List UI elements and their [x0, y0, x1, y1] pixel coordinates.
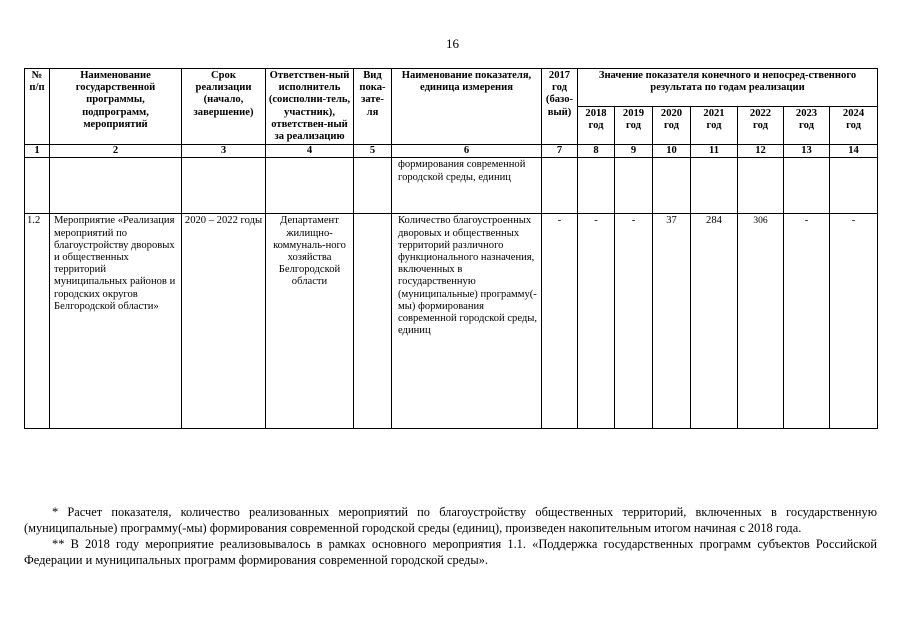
column-number: 2	[50, 145, 182, 158]
footnote-2: ** В 2018 году мероприятие реализовывалось в рамках основного мероприятия 1.1. «Поддержка государственных программ субъектов Российской Федерации и муниципальных программ формирования современной городской среды».	[24, 537, 877, 567]
column-number: 4	[266, 145, 354, 158]
column-number: 14	[830, 145, 878, 158]
column-number: 5	[354, 145, 392, 158]
column-number: 13	[784, 145, 830, 158]
header-year-2022: 2022 год	[738, 107, 784, 145]
row-name: Мероприятие «Реализация мероприятий по благоустройству дворовых и общественных территорий муниципальных районов и городских округов Белгородской области»	[50, 214, 182, 429]
column-number: 8	[578, 145, 615, 158]
value-2024: -	[830, 214, 878, 429]
column-number: 11	[691, 145, 738, 158]
continuation-row	[25, 158, 878, 214]
column-numbers-row	[25, 145, 878, 158]
header-indicator: Наименование показателя, единица измерения	[392, 69, 542, 145]
row-period: 2020 – 2022 годы	[182, 214, 266, 429]
value-2020: 37	[653, 214, 691, 429]
continuation-text: формирования современной городской среды, единиц	[392, 158, 542, 214]
value-2019: -	[615, 214, 653, 429]
column-number: 7	[542, 145, 578, 158]
header-row	[25, 69, 878, 107]
row-executor: Департамент жилищно-коммуналь-ного хозяйства Белгородской области	[266, 214, 354, 429]
column-number: 12	[738, 145, 784, 158]
column-number: 9	[615, 145, 653, 158]
page-number: 16	[446, 36, 459, 51]
header-period: Срок реализации (начало, завершение)	[182, 69, 266, 145]
header-values-group: Значение показателя конечного и непосред-ственного результата по годам реализации	[578, 69, 878, 107]
column-number: 1	[25, 145, 50, 158]
header-year-2019: 2019 год	[615, 107, 653, 145]
header-year-2020: 2020 год	[653, 107, 691, 145]
header-year-2024: 2024 год	[830, 107, 878, 145]
row-indicator: Количество благоустроенных дворовых и общественных территорий различного функционального назначения, включенных в государственную (муниципальные) программу(-мы) формирования современной городской среды, единиц	[392, 214, 542, 429]
header-year-2018: 2018 год	[578, 107, 615, 145]
footnote-1: * Расчет показателя, количество реализованных мероприятий по благоустройству общественных территорий, включенных в государственную (муниципальные) программу(-мы) формирования современной городской среды (единиц), произведен накопительным итогом начиная с 2018 года.	[24, 505, 877, 535]
row-number: 1.2	[25, 214, 50, 429]
column-number: 10	[653, 145, 691, 158]
table-row	[25, 214, 878, 429]
column-number: 6	[392, 145, 542, 158]
value-2023: -	[784, 214, 830, 429]
row-kind	[354, 214, 392, 429]
header-executor: Ответствен-ный исполнитель (соисполни-тель, участник), ответствен-ный за реализацию	[266, 69, 354, 145]
footnotes	[24, 504, 877, 568]
value-2022: 306	[738, 214, 784, 429]
value-2021: 284	[691, 214, 738, 429]
value-2018: -	[578, 214, 615, 429]
column-number: 3	[182, 145, 266, 158]
header-kind: Вид пока-зате-ля	[354, 69, 392, 145]
header-2017: 2017 год (базо-вый)	[542, 69, 578, 145]
header-program: Наименование государственной программы, подпрограмм, мероприятий	[50, 69, 182, 145]
header-year-2023: 2023 год	[784, 107, 830, 145]
header-year-2021: 2021 год	[691, 107, 738, 145]
indicators-table	[24, 68, 878, 429]
value-2017: -	[542, 214, 578, 429]
header-num: № п/п	[25, 69, 50, 145]
